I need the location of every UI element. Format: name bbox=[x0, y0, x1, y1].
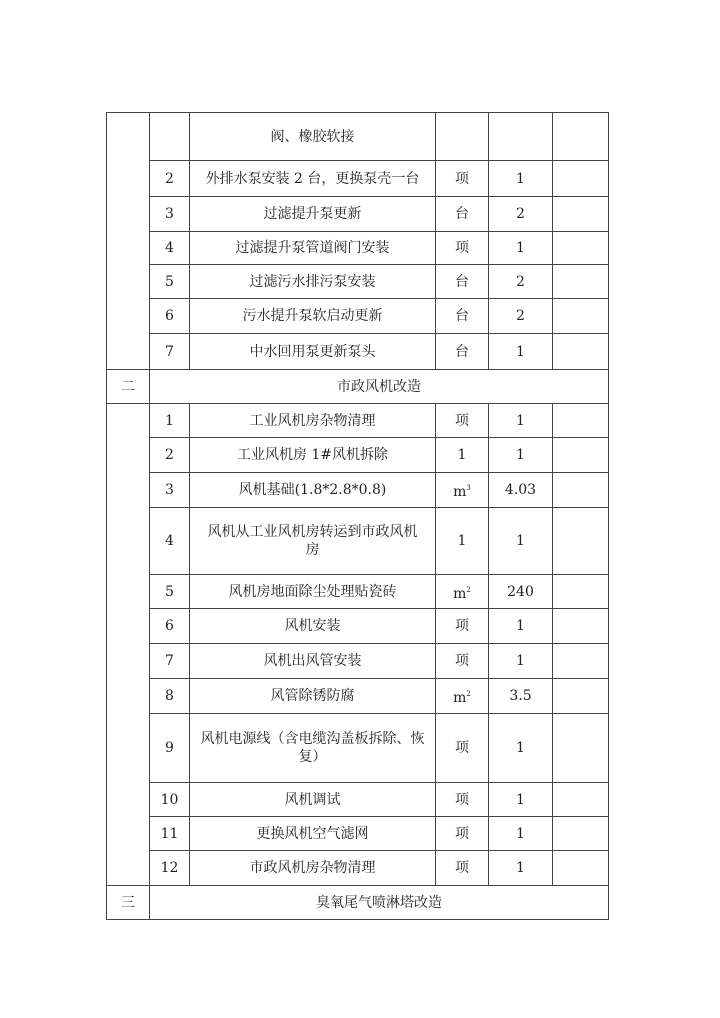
item-number-cell: 9 bbox=[150, 714, 190, 783]
unit-cell: 1 bbox=[436, 438, 489, 473]
remark-cell bbox=[553, 783, 609, 817]
item-number-cell: 10 bbox=[150, 783, 190, 817]
item-name-cell: 风机基础(1.8*2.8*0.8) bbox=[190, 473, 436, 508]
remark-cell bbox=[553, 299, 609, 334]
item-name-line: 房 bbox=[305, 542, 320, 558]
item-name-cell: 过滤提升泵更新 bbox=[190, 197, 436, 232]
item-name-cell: 中水回用泵更新泵头 bbox=[190, 334, 436, 370]
table-row bbox=[107, 438, 609, 473]
item-name-cell: 风机房地面除尘处理贴瓷砖 bbox=[190, 575, 436, 609]
section-title-cell: 市政风机改造 bbox=[150, 370, 609, 404]
unit-cell: 项 bbox=[436, 851, 489, 886]
quantity-cell: 1 bbox=[489, 232, 553, 265]
table-row bbox=[107, 334, 609, 370]
unit-cell: 项 bbox=[436, 817, 489, 851]
quantity-cell: 1 bbox=[489, 334, 553, 370]
item-number-cell: 7 bbox=[150, 334, 190, 370]
remark-cell bbox=[553, 197, 609, 232]
unit-cell bbox=[436, 473, 489, 508]
remark-cell bbox=[553, 609, 609, 644]
table-row bbox=[107, 679, 609, 714]
item-name-cell: 阀、橡胶软接 bbox=[190, 113, 436, 161]
item-number-cell: 3 bbox=[150, 197, 190, 232]
remark-cell bbox=[553, 113, 609, 161]
quantity-cell: 1 bbox=[489, 851, 553, 886]
unit-cell: 项 bbox=[436, 644, 489, 679]
table-row bbox=[107, 265, 609, 299]
quantity-cell: 2 bbox=[489, 265, 553, 299]
section-header-row bbox=[107, 370, 609, 404]
item-name-cell: 过滤污水排污泵安装 bbox=[190, 265, 436, 299]
table-row bbox=[107, 508, 609, 575]
quantity-cell: 1 bbox=[489, 508, 553, 575]
unit-cell: 台 bbox=[436, 299, 489, 334]
item-number-cell: 4 bbox=[150, 232, 190, 265]
quantity-cell: 4.03 bbox=[489, 473, 553, 508]
item-name-cell: 更换风机空气滤网 bbox=[190, 817, 436, 851]
table-row bbox=[107, 197, 609, 232]
item-number-cell: 2 bbox=[150, 438, 190, 473]
unit-cell: 项 bbox=[436, 232, 489, 265]
item-name-cell bbox=[190, 714, 436, 783]
remark-cell bbox=[553, 438, 609, 473]
quantity-cell bbox=[489, 113, 553, 161]
section-index-cell bbox=[107, 404, 150, 886]
section-index-cell bbox=[107, 113, 150, 370]
unit-cell: 项 bbox=[436, 783, 489, 817]
quantity-cell: 2 bbox=[489, 197, 553, 232]
table-row bbox=[107, 817, 609, 851]
remark-cell bbox=[553, 679, 609, 714]
remark-cell bbox=[553, 575, 609, 609]
table-row bbox=[107, 113, 609, 161]
table-row bbox=[107, 783, 609, 817]
item-name-cell: 市政风机房杂物清理 bbox=[190, 851, 436, 886]
item-number-cell: 11 bbox=[150, 817, 190, 851]
item-name-cell bbox=[190, 508, 436, 575]
item-name-line: 复） bbox=[298, 749, 327, 765]
quantity-cell: 1 bbox=[489, 817, 553, 851]
item-number-cell: 5 bbox=[150, 575, 190, 609]
quantity-cell: 1 bbox=[489, 404, 553, 438]
table-row bbox=[107, 644, 609, 679]
table-row bbox=[107, 575, 609, 609]
quantity-cell: 1 bbox=[489, 783, 553, 817]
quantity-cell: 240 bbox=[489, 575, 553, 609]
unit-exponent: 2 bbox=[466, 585, 471, 594]
section-header-row bbox=[107, 886, 609, 920]
item-name-cell: 风管除锈防腐 bbox=[190, 679, 436, 714]
item-number-cell bbox=[150, 113, 190, 161]
remark-cell bbox=[553, 232, 609, 265]
unit-cell bbox=[436, 113, 489, 161]
remark-cell bbox=[553, 404, 609, 438]
item-number-cell: 6 bbox=[150, 299, 190, 334]
remark-cell bbox=[553, 161, 609, 197]
unit-cell: 项 bbox=[436, 609, 489, 644]
item-name-cell: 风机安装 bbox=[190, 609, 436, 644]
item-number-cell: 12 bbox=[150, 851, 190, 886]
item-number-cell: 3 bbox=[150, 473, 190, 508]
section-index-cell: 二 bbox=[107, 370, 150, 404]
item-number-cell: 5 bbox=[150, 265, 190, 299]
unit-base: m bbox=[453, 484, 467, 500]
table-row bbox=[107, 232, 609, 265]
table-row bbox=[107, 161, 609, 197]
table-row bbox=[107, 473, 609, 508]
unit-base: m bbox=[453, 585, 467, 602]
quantity-cell: 3.5 bbox=[489, 679, 553, 714]
remark-cell bbox=[553, 817, 609, 851]
section-index-cell: 三 bbox=[107, 886, 150, 920]
unit-base: m bbox=[453, 690, 467, 706]
unit-exponent: 3 bbox=[466, 484, 471, 492]
table-row bbox=[107, 404, 609, 438]
table-row bbox=[107, 714, 609, 783]
unit-cell: 台 bbox=[436, 197, 489, 232]
unit-cell: 台 bbox=[436, 265, 489, 299]
section-title-cell: 臭氧尾气喷淋塔改造 bbox=[150, 886, 609, 920]
item-name-cell: 风机出风管安装 bbox=[190, 644, 436, 679]
item-name-cell: 污水提升泵软启动更新 bbox=[190, 299, 436, 334]
item-name-cell: 工业风机房杂物清理 bbox=[190, 404, 436, 438]
quantity-cell: 1 bbox=[489, 161, 553, 197]
item-name-cell: 过滤提升泵管道阀门安装 bbox=[190, 232, 436, 265]
unit-cell bbox=[436, 575, 489, 609]
item-name-cell: 风机调试 bbox=[190, 783, 436, 817]
item-name-line: 风机电源线（含电缆沟盖板拆除、恢 bbox=[200, 731, 425, 747]
unit-cell bbox=[436, 679, 489, 714]
item-number-cell: 2 bbox=[150, 161, 190, 197]
remark-cell bbox=[553, 851, 609, 886]
unit-cell: 1 bbox=[436, 508, 489, 575]
item-name-cell: 外排水泵安装 2 台，更换泵壳一台 bbox=[190, 161, 436, 197]
quantity-cell: 1 bbox=[489, 714, 553, 783]
table-row bbox=[107, 299, 609, 334]
remark-cell bbox=[553, 334, 609, 370]
remark-cell bbox=[553, 714, 609, 783]
unit-cell: 台 bbox=[436, 334, 489, 370]
item-number-cell: 8 bbox=[150, 679, 190, 714]
item-number-cell: 7 bbox=[150, 644, 190, 679]
remark-cell bbox=[553, 473, 609, 508]
item-number-cell: 1 bbox=[150, 404, 190, 438]
unit-exponent: 2 bbox=[466, 690, 471, 698]
quantity-cell: 1 bbox=[489, 644, 553, 679]
unit-cell: 项 bbox=[436, 161, 489, 197]
table-row bbox=[107, 609, 609, 644]
unit-cell: 项 bbox=[436, 404, 489, 438]
table-row bbox=[107, 851, 609, 886]
remark-cell bbox=[553, 265, 609, 299]
quantity-cell: 2 bbox=[489, 299, 553, 334]
item-name-cell: 工业风机房 1#风机拆除 bbox=[190, 438, 436, 473]
quantity-cell: 1 bbox=[489, 438, 553, 473]
remark-cell bbox=[553, 644, 609, 679]
quantity-cell: 1 bbox=[489, 609, 553, 644]
item-number-cell: 6 bbox=[150, 609, 190, 644]
item-name-line: 风机从工业风机房转运到市政风机 bbox=[207, 524, 418, 540]
unit-cell: 项 bbox=[436, 714, 489, 783]
work-items-table bbox=[106, 112, 609, 920]
remark-cell bbox=[553, 508, 609, 575]
item-number-cell: 4 bbox=[150, 508, 190, 575]
